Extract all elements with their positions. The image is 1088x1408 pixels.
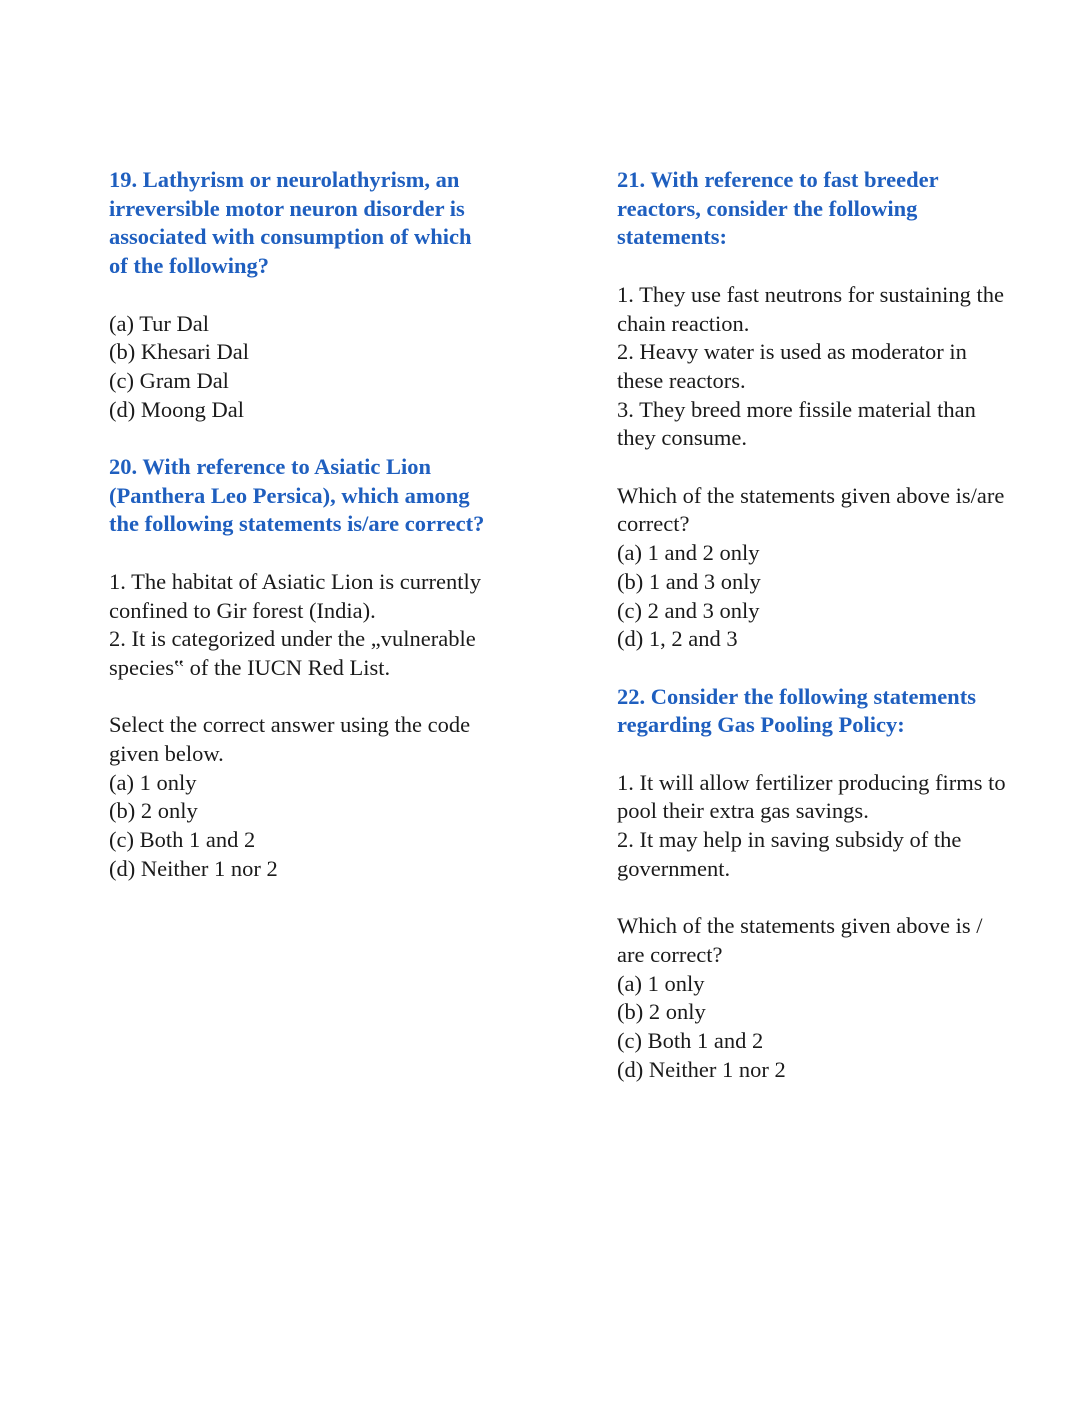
statement-line: 2. It may help in saving subsidy of the xyxy=(617,827,962,853)
statement-line: 1. The habitat of Asiatic Lion is currently xyxy=(109,568,481,594)
title-line: irreversible motor neuron disorder is xyxy=(109,195,465,221)
statement-line: 3. They breed more fissile material than xyxy=(617,396,976,422)
right-column xyxy=(617,166,1057,1084)
option: (c) 2 and 3 only xyxy=(617,597,760,623)
option: (c) Both 1 and 2 xyxy=(109,827,256,853)
statement-line: 1. They use fast neutrons for sustaining the xyxy=(617,281,1005,307)
option: (b) 1 and 3 only xyxy=(617,568,761,594)
option: (b) Khesari Dal xyxy=(109,339,249,365)
prompt-line: Which of the statements given above is/are xyxy=(617,482,1005,508)
question-21 xyxy=(617,166,1057,654)
left-column xyxy=(109,166,549,884)
question-22-prompt xyxy=(617,912,1057,969)
prompt-line: correct? xyxy=(617,511,690,537)
question-19-options xyxy=(109,310,549,425)
prompt-line: Select the correct answer using the code xyxy=(109,712,471,738)
option: (d) Moong Dal xyxy=(109,396,244,422)
title-line: of the following? xyxy=(109,253,269,279)
question-22 xyxy=(617,683,1057,1085)
title-line: (Panthera Leo Persica), which among xyxy=(109,482,470,508)
title-line: 21. With reference to fast breeder xyxy=(617,167,939,192)
option: (d) 1, 2 and 3 xyxy=(617,626,738,652)
option: (a) 1 only xyxy=(109,769,197,795)
question-19-title xyxy=(109,166,549,281)
question-20-options xyxy=(109,769,549,884)
option: (a) Tur Dal xyxy=(109,310,209,336)
prompt-line: given below. xyxy=(109,741,224,766)
title-line: regarding Gas Pooling Policy: xyxy=(617,712,905,738)
question-22-options xyxy=(617,970,1057,1085)
title-line: statements: xyxy=(617,224,727,250)
option: (d) Neither 1 nor 2 xyxy=(617,1056,786,1082)
statement-line: 1. It will allow fertilizer producing firms to xyxy=(617,769,1006,795)
statement-line: species‟ of the IUCN Red List. xyxy=(109,654,391,680)
option: (c) Both 1 and 2 xyxy=(617,1028,764,1054)
title-line: 20. With reference to Asiatic Lion xyxy=(109,454,432,479)
question-20-prompt xyxy=(109,711,549,768)
question-21-options xyxy=(617,539,1057,654)
question-19 xyxy=(109,166,549,424)
question-21-statements xyxy=(617,281,1057,453)
statement-line: these reactors. xyxy=(617,367,746,393)
question-20 xyxy=(109,453,549,884)
statement-line: chain reaction. xyxy=(617,310,750,336)
option: (d) Neither 1 nor 2 xyxy=(109,855,278,881)
title-line: reactors, consider the following xyxy=(617,195,918,221)
prompt-line: Which of the statements given above is / xyxy=(617,913,983,939)
question-20-title xyxy=(109,453,549,539)
title-line: 19. Lathyrism or neurolathyrism, an xyxy=(109,167,460,192)
title-line: 22. Consider the following statements xyxy=(617,683,976,709)
option: (b) 2 only xyxy=(109,798,198,824)
statement-line: they consume. xyxy=(617,425,747,451)
question-21-prompt xyxy=(617,482,1057,539)
statement-line: pool their extra gas savings. xyxy=(617,798,869,824)
question-20-statements xyxy=(109,568,549,683)
statement-line: government. xyxy=(617,855,731,881)
title-line: associated with consumption of which xyxy=(109,224,472,250)
question-22-title xyxy=(617,683,1057,740)
statement-line: 2. Heavy water is used as moderator in xyxy=(617,339,967,365)
statement-line: 2. It is categorized under the „vulnerable xyxy=(109,626,476,652)
statement-line: confined to Gir forest (India). xyxy=(109,597,376,623)
prompt-line: are correct? xyxy=(617,941,723,967)
option: (b) 2 only xyxy=(617,999,706,1025)
option: (c) Gram Dal xyxy=(109,367,229,393)
option: (a) 1 and 2 only xyxy=(617,540,760,566)
title-line: the following statements is/are correct? xyxy=(109,511,485,537)
question-22-statements xyxy=(617,769,1057,884)
option: (a) 1 only xyxy=(617,970,705,996)
question-21-title xyxy=(617,166,1057,252)
